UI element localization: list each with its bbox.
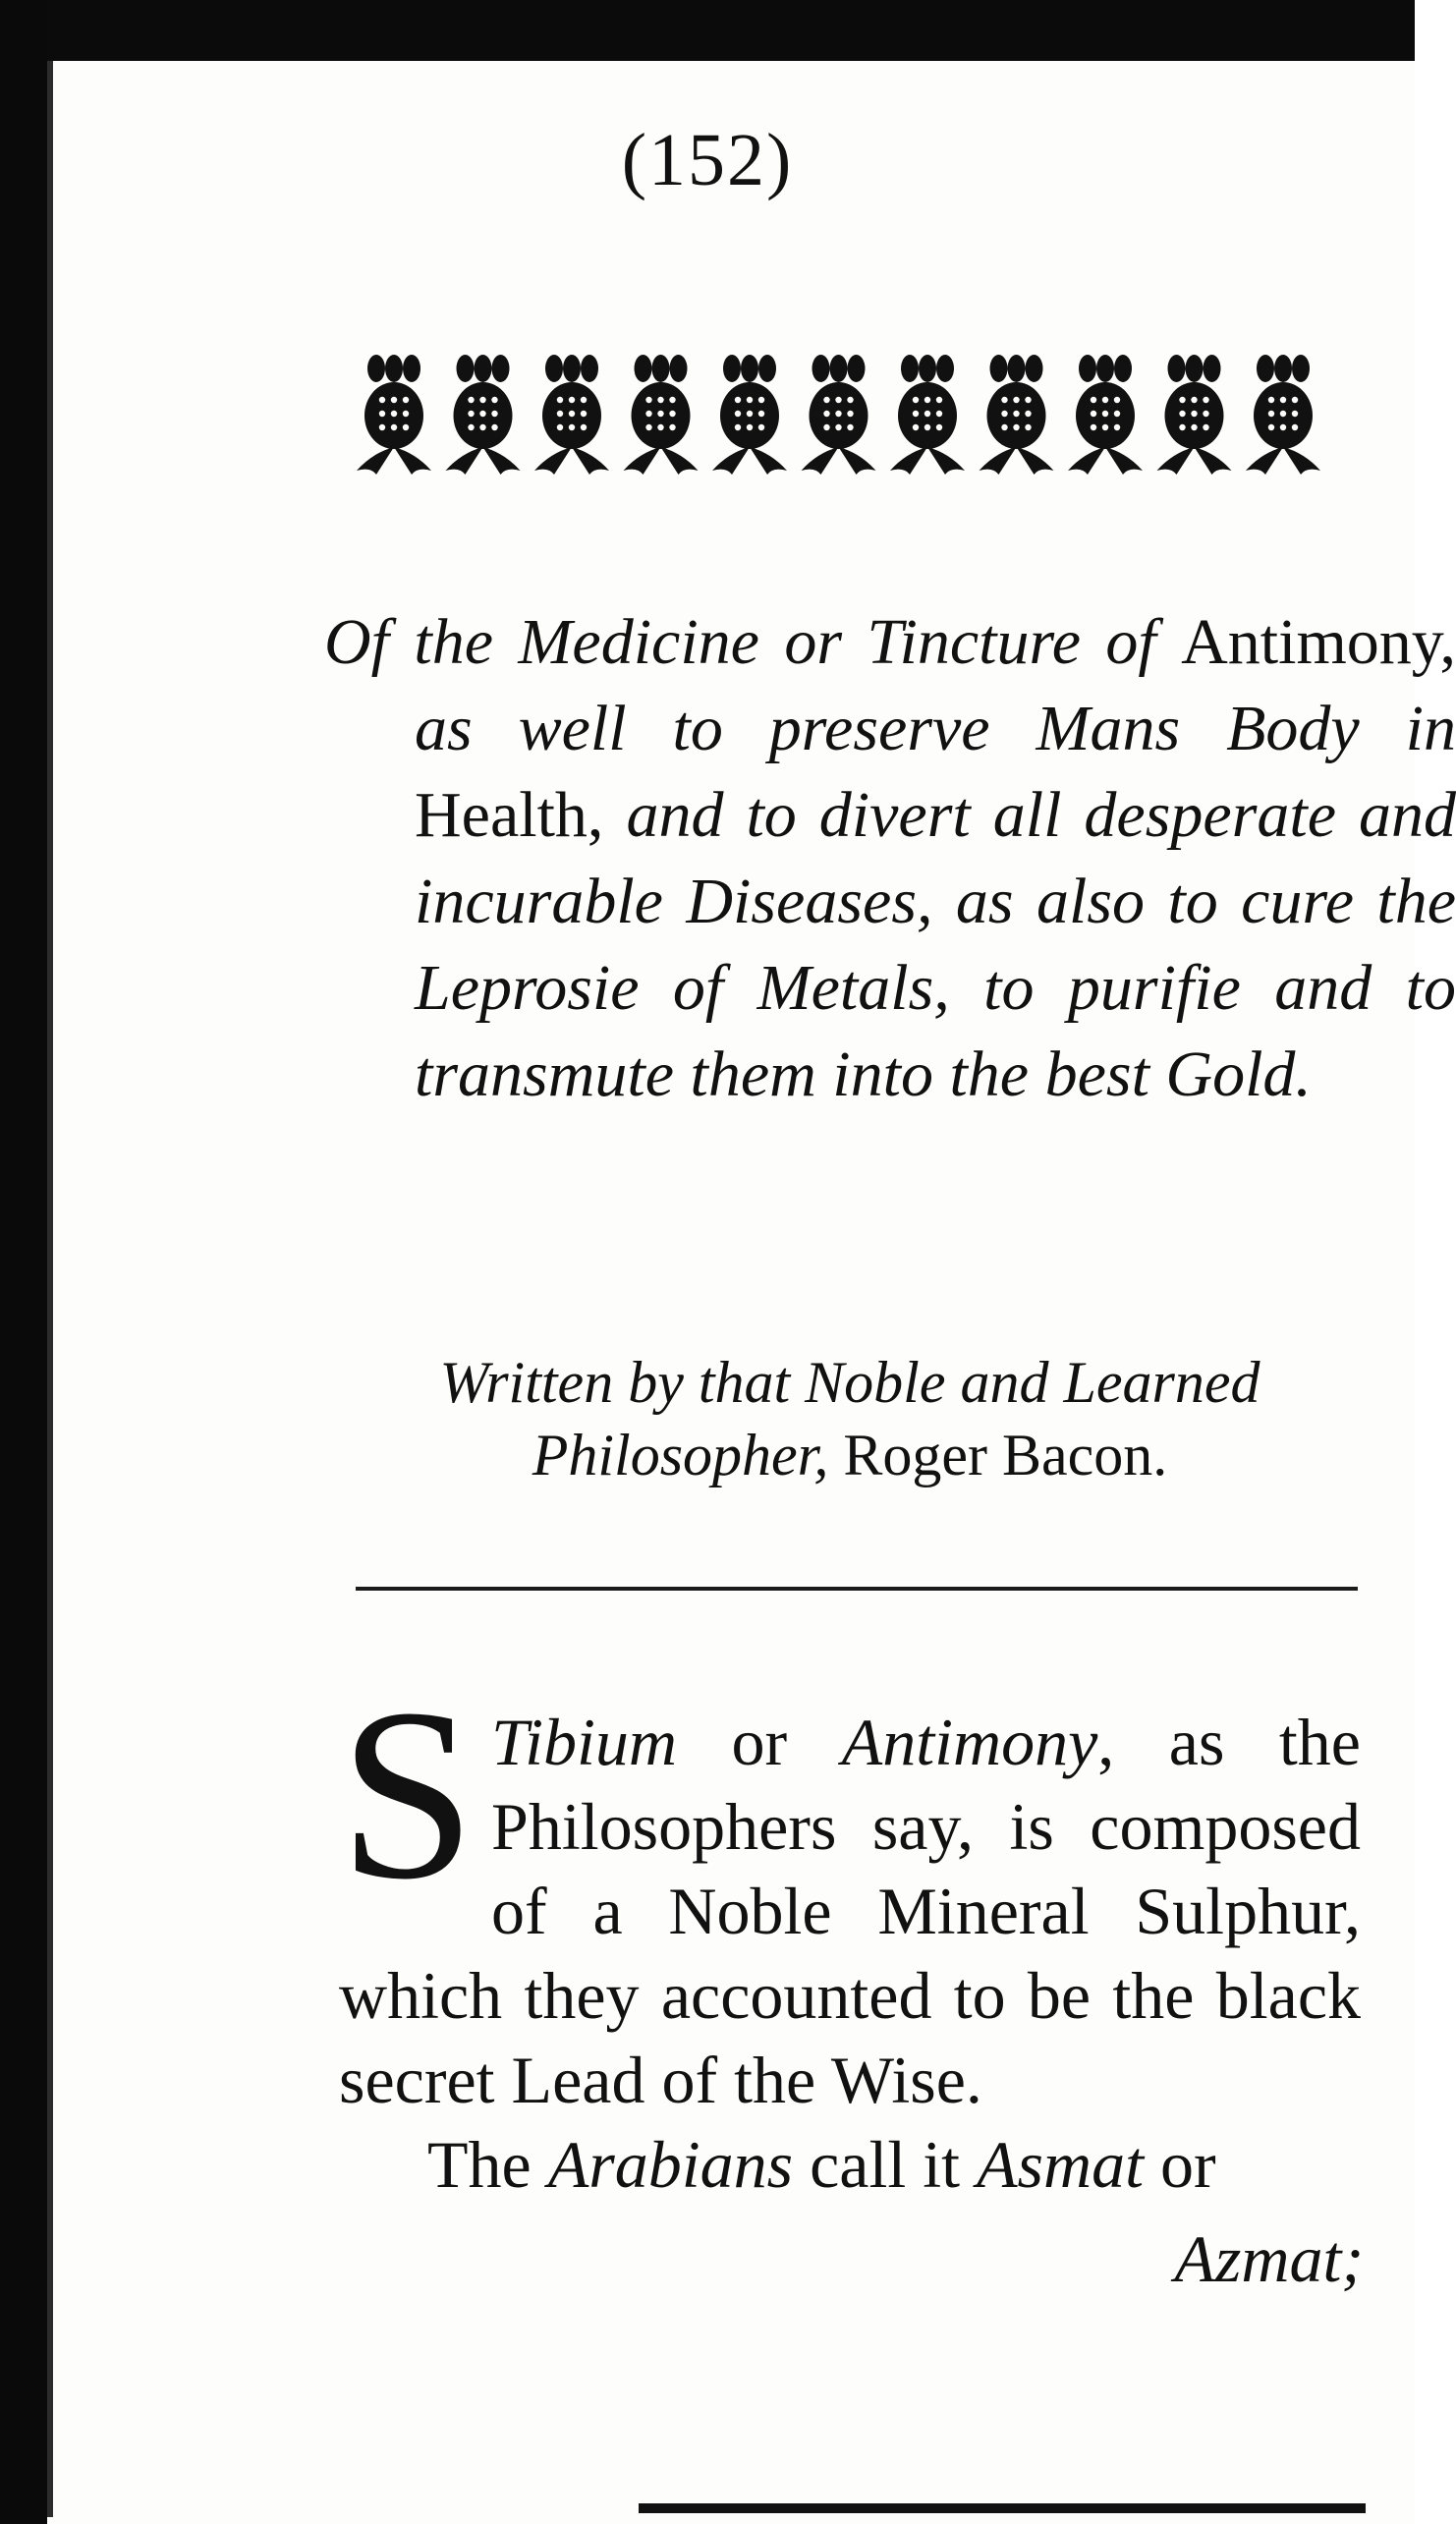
fleuron-icon (446, 355, 521, 475)
byline-text: Written by that Noble and Learned Philosopher, (439, 1350, 1260, 1487)
author-name: Roger Bacon. (843, 1423, 1168, 1487)
text-or: or (677, 1705, 842, 1779)
word-antimony: Antimony (841, 1705, 1098, 1779)
text-the: The (427, 2127, 548, 2202)
fleuron-icon (890, 355, 965, 475)
fleuron-icon (1157, 355, 1232, 475)
chapter-title (324, 599, 1456, 1118)
paragraph-1 (339, 1658, 1361, 2122)
word-stibium: Tibium (491, 1705, 678, 1779)
title-text-health: Health, (415, 779, 604, 851)
fleuron-icon (534, 355, 609, 475)
text-or-2: or (1144, 2127, 1216, 2202)
fleuron-icon (712, 355, 787, 475)
paragraph-2 (339, 2122, 1361, 2207)
author-byline (334, 1346, 1366, 1491)
paragraph-1-text: , as the Philosophers say, is composed of a Noble Mineral Sulphur, which they accounted to be the black secret Lead of the Wise. (339, 1705, 1361, 2117)
floral-ornament-icon (350, 349, 1328, 477)
fleuron-icon (980, 355, 1054, 475)
scan-bottom-edge (639, 2503, 1366, 2513)
scan-top-edge (0, 0, 1415, 61)
title-text-antimony: Antimony, (1181, 606, 1456, 678)
section-divider (356, 1587, 1358, 1591)
title-text-diseases: Diseases, (686, 866, 933, 937)
scan-gutter (47, 61, 53, 2517)
page-number: (152) (621, 119, 794, 201)
text-call-it: call it (793, 2127, 978, 2202)
fleuron-icon (624, 355, 699, 475)
body-text (339, 1658, 1361, 2207)
fleuron-icon (1068, 355, 1143, 475)
scan-left-edge (0, 0, 47, 2524)
title-text-4: as also to cure the Leprosie of Metals, to purifie and to transmute them into the best Gold. (415, 866, 1456, 1110)
word-arabians: Arabians (547, 2127, 794, 2202)
title-text-3: and to divert all desperate and incurable (415, 779, 1456, 937)
title-text-2: as well to preserve Mans Body in (415, 693, 1456, 764)
catchword: Azmat; (1174, 2221, 1364, 2296)
drop-cap: S (339, 1658, 476, 1931)
fleuron-icon (357, 355, 431, 475)
fleuron-icon (802, 355, 876, 475)
fleuron-icon (1246, 355, 1320, 475)
word-asmat: Asmat (977, 2127, 1145, 2202)
title-text-1: Of the Medicine or Tincture of (324, 606, 1156, 678)
